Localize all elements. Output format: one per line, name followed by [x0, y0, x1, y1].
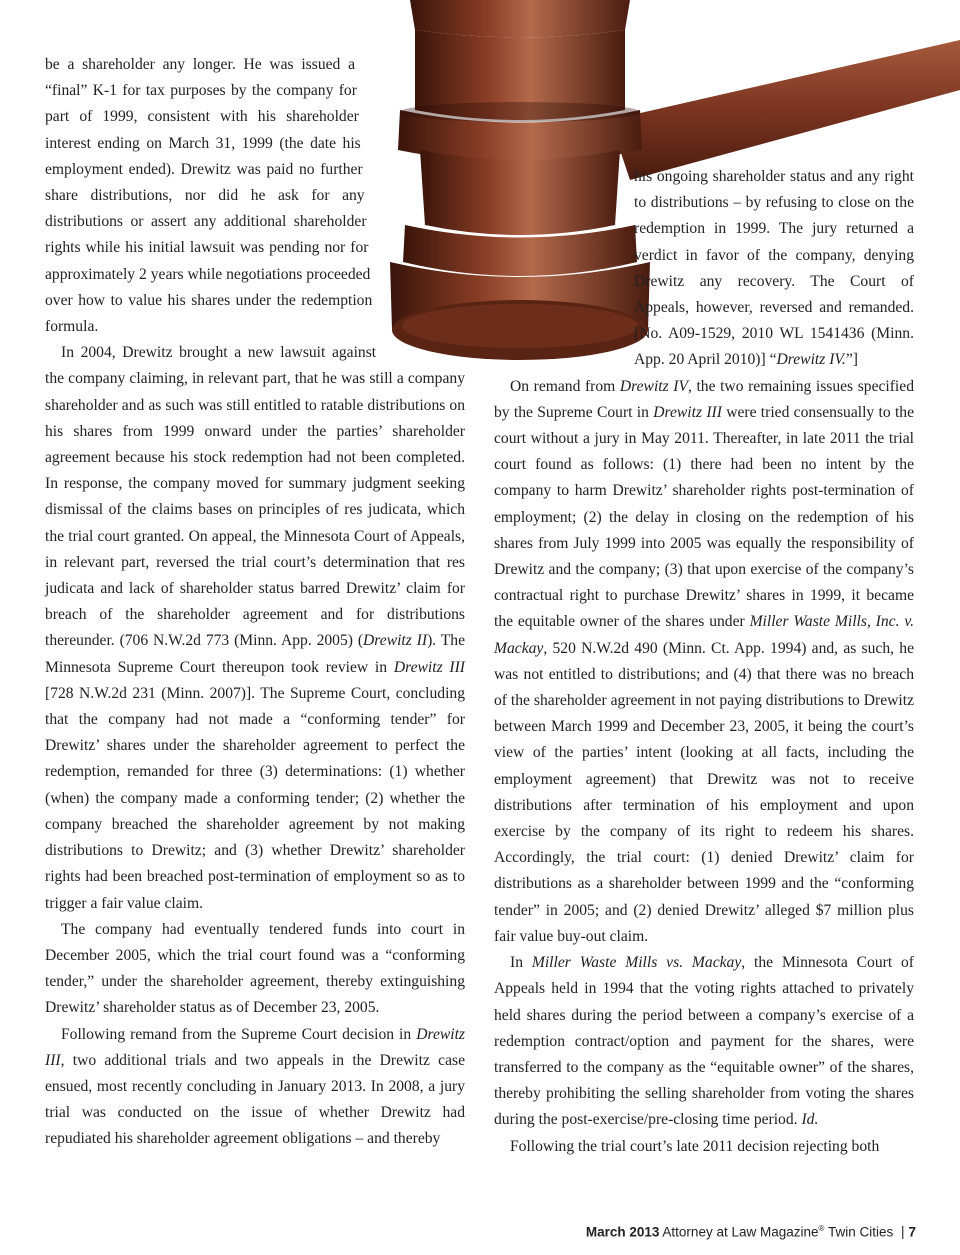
right-paragraph-4: Following the trial court’s late 2011 decision rejecting both: [510, 1137, 880, 1155]
footer-reg-mark: ®: [818, 1223, 825, 1233]
right-paragraph-2: On remand from Drewitz IV, the two remaining issues specified by the Supreme Court in Drewitz III were tried consensually to the court without a jury in May 2011. Thereafter, in late 2011 the trial court found as follows: (1) there had been no intent by the company to harm Drewitz’ shareholder rights post-termination of employment; (2) the delay in closing on the redemption of his shares from July 1999 into 2005 was equally the responsibility of Drewitz and the company; (3) that upon exercise of the company’s contractual right to purchase Drewitz’ shares in 1999, it became the equitable owner of the shares under Miller Waste Mills, Inc. v. Mackay, 520 N.W.2d 490 (Minn. Ct. App. 1994) and, as such, he was not entitled to distributions; and (4) that there was no breach of the shareholder agreement in not paying distributions to Drewitz between March 1999 and December 23, 2005, it being the court’s view of the parties’ intent (looking at all facts, including the employment agreement) that Drewitz was not to receive distributions after termination of his employment and upon exercise by the company of its right to redeem his shares. Accordingly, the trial court: (1) denied Drewitz’ claim for distributions as a shareholder between 1999 and the “conforming tender” in 2005; and (2) denied Drewitz’ alleged $7 million plus fair value buy-out claim.: [494, 377, 914, 945]
left-paragraph-2: In 2004, Drewitz brought a new lawsuit against the company claiming, in relevant part, that he was still a company shareholder and as such was still entitled to ratable distributions on his shares from 1999 onward under the parties’ shareholder agreement because his stock redemption had not been completed. In response, the company moved for summary judgment seeking dismissal of the claims bases on principles of res judicata, which the trial court granted. On appeal, the Minnesota Court of Appeals, in relevant part, reversed the trial court’s determination that res judicata and lack of shareholder status barred Drewitz’ claim for breach of the shareholder agreement and for distributions thereunder. (706 N.W.2d 773 (Minn. App. 2005) (Drewitz II). The Minnesota Supreme Court thereupon took review in Drewitz III [728 N.W.2d 231 (Minn. 2007)]. The Supreme Court, concluding that the company had not made a “conforming tender” for Drewitz’ shares under the shareholder agreement to perfect the redemption, remanded for three (3) determinations: (1) whether (when) the company made a conforming tender; (2) whether the company breached the shareholder agreement by not making distributions to Drewitz; and (3) whether Drewitz’ shareholder rights had been breached post-termination of employment so as to trigger a fair value claim.: [45, 344, 465, 912]
footer-region: Twin Cities: [827, 1224, 894, 1239]
right-paragraph-1: his ongoing shareholder status and any right to distributions – by refusing to close on the redemption in 1999. The jury returned a verdict in favor of the company, denying Drewitz any recovery. The Court of Appeals, however, reversed and remanded. [No. A09-1529, 2010 WL 1541436 (Minn. App. 20 April 2010)] “Drewitz IV.”]: [634, 168, 914, 369]
left-paragraph-4: Following remand from the Supreme Court decision in Drewitz III, two additional trials and two appeals in the Drewitz case ensued, most recently concluding in January 2013. In 2008, a jury trial was conducted on the issue of whether Drewitz had repudiated his shareholder agreement obligations – and thereby: [45, 1025, 465, 1148]
left-paragraph-1: be a shareholder any longer. He was issued a “final” K-1 for tax purposes by the company for part of 1999, consistent with his shareholder interest ending on March 31, 1999 (the date his employment ended). Drewitz was paid no further share distributions, nor did he ask for any distributions or assert any additional shareholder rights while his initial lawsuit was pending nor for approximately 2 years while negotiations proceeded over how to value his shares under the redemption formula.: [45, 56, 373, 336]
footer-separator: |: [900, 1224, 905, 1239]
right-column: [494, 52, 914, 1160]
right-column-top-gap: [494, 52, 914, 164]
page-footer: [586, 1224, 916, 1240]
left-column: [45, 52, 465, 1153]
footer-issue: March 2013: [585, 1224, 660, 1239]
footer-magazine: Attorney at Law Magazine: [662, 1224, 819, 1239]
right-paragraph-3: In Miller Waste Mills vs. Mackay, the Minnesota Court of Appeals held in 1994 that the voting rights attached to privately held shares during the period between a company’s exercise of a redemption contract/option and payment for the shares, were transferred to the company as the “equitable owner” of the shares, thereby prohibiting the selling shareholder from voting the shares during the post-exercise/pre-closing time period. Id.: [494, 954, 915, 1129]
left-paragraph-3: The company had eventually tendered funds into court in December 2005, which the trial court found was a “conforming tender,” under the shareholder agreement, thereby extinguishing Drewitz’ shareholder status as of December 23, 2005.: [45, 920, 465, 1017]
page-number: 7: [908, 1224, 916, 1239]
